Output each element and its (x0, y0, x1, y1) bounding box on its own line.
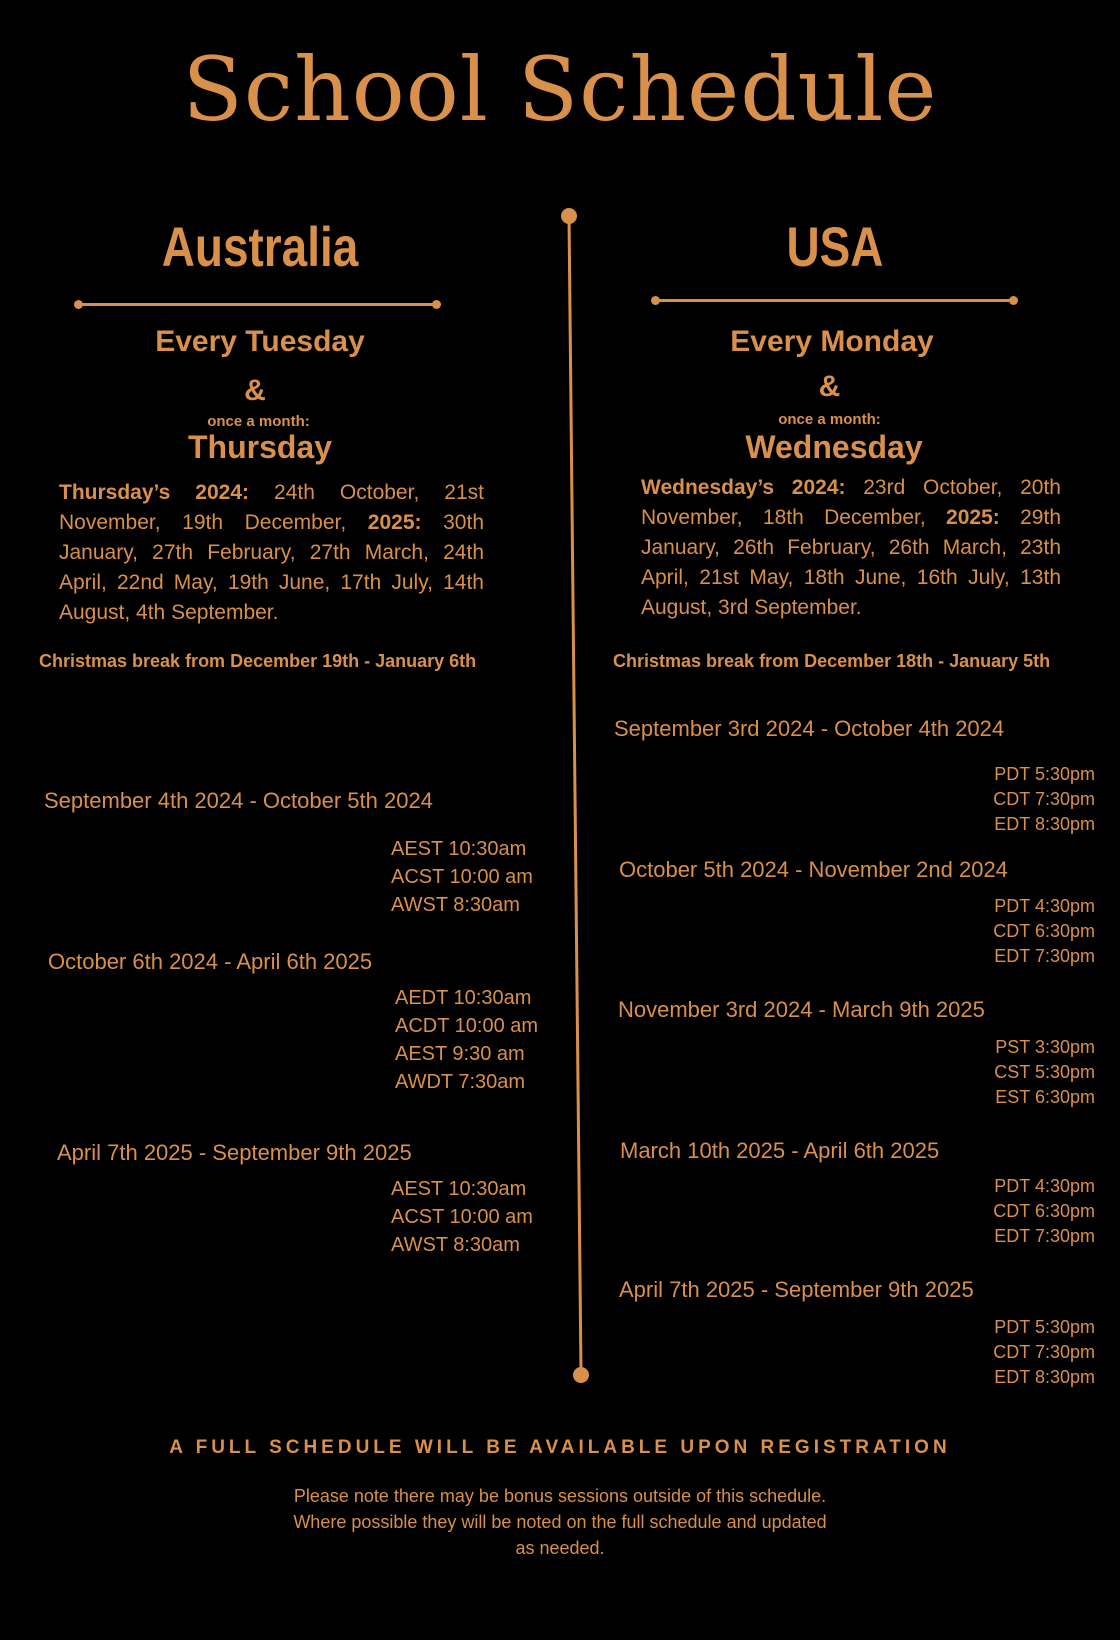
usa-period-2-times: PDT 4:30pm CDT 6:30pm EDT 7:30pm (993, 896, 1095, 966)
australia-period-1-range: September 4th 2024 - October 5th 2024 (44, 788, 433, 813)
usa-heading: USA (786, 215, 884, 278)
usa-monthly-dates: Wednesday’s 2024: 23rd October, 20th November, 18th December, 2025: 29th January, 26th February, 26th March, 23th April, 21st May, 18th June, 16th July, 13th August, 3rd September. (641, 476, 1061, 619)
usa-day: Wednesday (745, 429, 923, 465)
usa-amp: & (818, 370, 841, 403)
australia-period-1-times: AEST 10:30am ACST 10:00 am AWST 8:30am (391, 838, 533, 916)
australia-monthly: once a month: (207, 413, 310, 430)
usa-period-4-times: PDT 4:30pm CDT 6:30pm EDT 7:30pm (993, 1176, 1095, 1246)
usa-period-4-range: March 10th 2025 - April 6th 2025 (620, 1138, 940, 1163)
usa-rule-right-dot (1009, 296, 1018, 305)
australia-rule (80, 303, 436, 306)
page-title: School Schedule (182, 38, 938, 141)
australia-period-3-times: AEST 10:30am ACST 10:00 am AWST 8:30am (391, 1178, 533, 1256)
bonus-sessions-note: Please note there may be bonus sessions outside of this schedule. Where possible they will be noted on the full schedule and updated as needed. (293, 1486, 827, 1558)
usa-every: Every Monday (730, 325, 934, 358)
registration-notice: A FULL SCHEDULE WILL BE AVAILABLE UPON REGISTRATION (169, 1437, 951, 1458)
australia-monthly-dates: Thursday’s 2024: 24th October, 21st November, 19th December, 2025: 30th January, 27th February, 27th March, 24th April, 22nd May, 19th June, 17th July, 14th August, 4th September. (59, 481, 484, 624)
usa-period-5-times: PDT 5:30pm CDT 7:30pm EDT 8:30pm (993, 1317, 1095, 1387)
australia-period-2-times: AEDT 10:30am ACDT 10:00 am AEST 9:30 am AWDT 7:30am (395, 987, 539, 1093)
australia-amp: & (244, 374, 266, 407)
usa-period-5-range: April 7th 2025 - September 9th 2025 (619, 1277, 974, 1302)
australia-period-3-range: April 7th 2025 - September 9th 2025 (57, 1140, 412, 1165)
australia-heading: Australia (161, 215, 359, 278)
australia-christmas-break: Christmas break from December 19th - January 6th (39, 651, 477, 671)
divider-bottom-dot (573, 1367, 589, 1383)
australia-period-2-range: October 6th 2024 - April 6th 2025 (48, 949, 373, 974)
usa-period-3-range: November 3rd 2024 - March 9th 2025 (618, 997, 985, 1022)
australia-every: Every Tuesday (155, 325, 365, 358)
australia-day: Thursday (187, 429, 333, 465)
usa-period-2-range: October 5th 2024 - November 2nd 2024 (619, 857, 1008, 882)
usa-period-3-times: PST 3:30pm CST 5:30pm EST 6:30pm (994, 1037, 1095, 1107)
usa-christmas-break: Christmas break from December 18th - January 5th (613, 651, 1051, 671)
australia-rule-right-dot (432, 300, 441, 309)
usa-rule (657, 299, 1013, 302)
usa-period-1-range: September 3rd 2024 - October 4th 2024 (614, 716, 1005, 741)
usa-period-1-times: PDT 5:30pm CDT 7:30pm EDT 8:30pm (993, 764, 1095, 834)
usa-monthly: once a month: (778, 411, 881, 428)
